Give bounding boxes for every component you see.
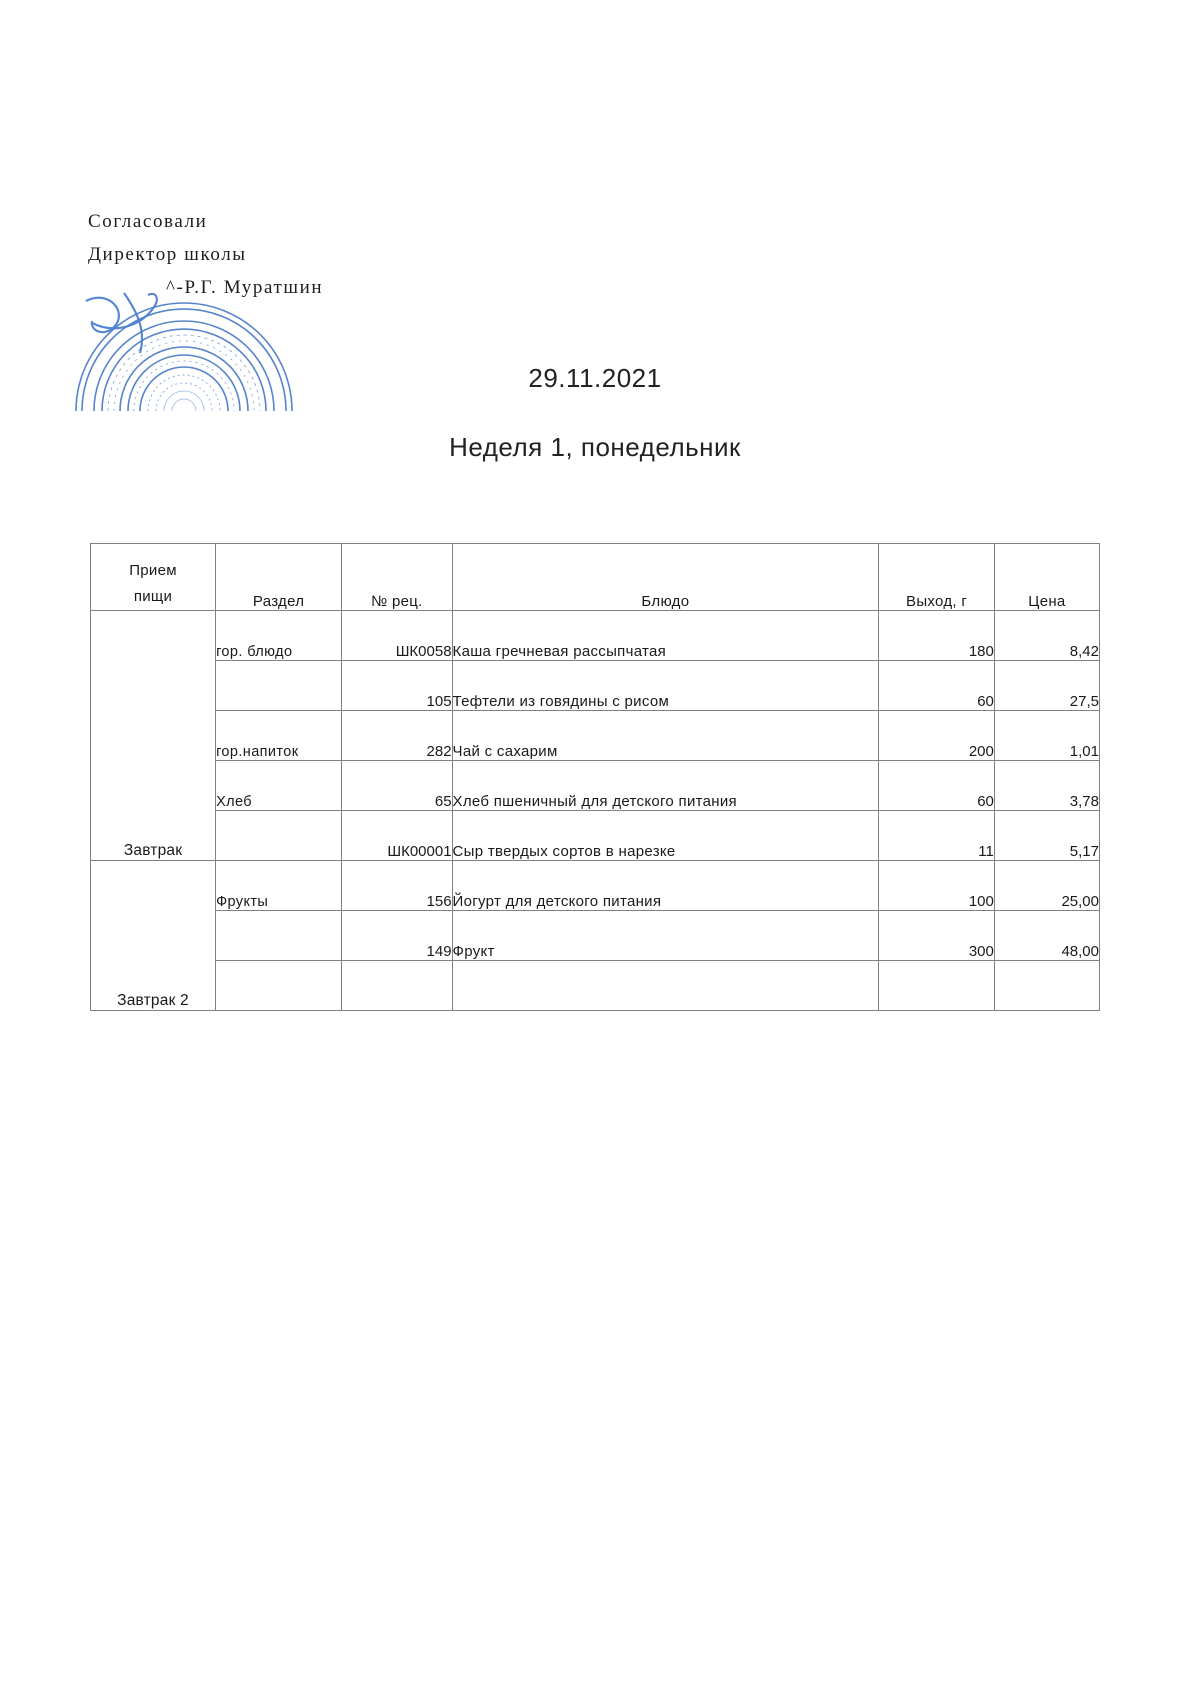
menu-table-container — [90, 543, 1100, 1011]
table-row — [91, 961, 1100, 1011]
column-header-dish: Блюдо — [452, 544, 879, 611]
cell-recipe-number: 65 — [342, 761, 452, 811]
cell-meal: Завтрак 2 — [91, 861, 216, 1011]
column-header-section: Раздел — [216, 544, 342, 611]
cell-price: 3,78 — [994, 761, 1099, 811]
cell-dish: Чай с сахарим — [452, 711, 879, 761]
cell-dish: Сыр твердых сортов в нарезке — [452, 811, 879, 861]
document-subtitle: Неделя 1, понедельник — [449, 432, 741, 462]
cell-section — [216, 911, 342, 961]
cell-output: 11 — [879, 811, 995, 861]
cell-dish: Каша гречневая рассыпчатая — [452, 611, 879, 661]
cell-recipe-number: 105 — [342, 661, 452, 711]
approval-line-director: Директор школы — [88, 244, 247, 265]
cell-output: 100 — [879, 861, 995, 911]
cell-output: 300 — [879, 911, 995, 961]
column-header-recipe-number: № рец. — [342, 544, 452, 611]
cell-price: 27,5 — [994, 661, 1099, 711]
cell-recipe-number: ШК0058 — [342, 611, 452, 661]
cell-section: гор. блюдо — [216, 611, 342, 661]
cell-dish: Тефтели из говядины с рисом — [452, 661, 879, 711]
column-header-meal-bottom: пищи — [133, 588, 173, 605]
menu-table — [90, 543, 1100, 1011]
approval-block — [88, 205, 323, 304]
cell-output: 180 — [879, 611, 995, 661]
cell-price: 8,42 — [994, 611, 1099, 661]
column-header-output: Выход, г — [879, 544, 995, 611]
cell-recipe-number: ШК00001 — [342, 811, 452, 861]
table-row — [91, 761, 1100, 811]
table-row — [91, 911, 1100, 961]
approval-line-signature-name: ^-Р.Г. Муратшин — [166, 277, 324, 298]
table-header-row — [91, 544, 1100, 611]
table-row — [91, 811, 1100, 861]
cell-section — [216, 811, 342, 861]
cell-recipe-number — [342, 961, 452, 1011]
table-row — [91, 711, 1100, 761]
cell-output: 200 — [879, 711, 995, 761]
cell-dish: Хлеб пшеничный для детского питания — [452, 761, 879, 811]
table-body — [91, 611, 1100, 1011]
cell-dish: Фрукт — [452, 911, 879, 961]
table-row — [91, 661, 1100, 711]
cell-output: 60 — [879, 761, 995, 811]
cell-price: 5,17 — [994, 811, 1099, 861]
cell-recipe-number: 282 — [342, 711, 452, 761]
cell-dish: Йогурт для детского питания — [452, 861, 879, 911]
cell-section: Хлеб — [216, 761, 342, 811]
cell-output: 60 — [879, 661, 995, 711]
cell-price: 48,00 — [994, 911, 1099, 961]
cell-section — [216, 661, 342, 711]
cell-meal: Завтрак — [91, 611, 216, 861]
approval-line-soglasovali: Согласовали — [88, 211, 208, 232]
cell-section — [216, 961, 342, 1011]
table-row — [91, 611, 1100, 661]
cell-recipe-number: 149 — [342, 911, 452, 961]
column-header-price: Цена — [994, 544, 1099, 611]
column-header-meal-top: Прием — [129, 562, 177, 579]
cell-output — [879, 961, 995, 1011]
table-row — [91, 861, 1100, 911]
cell-price: 25,00 — [994, 861, 1099, 911]
cell-section: Фрукты — [216, 861, 342, 911]
cell-price — [994, 961, 1099, 1011]
column-header-meal — [91, 544, 216, 611]
cell-price: 1,01 — [994, 711, 1099, 761]
cell-dish — [452, 961, 879, 1011]
cell-recipe-number: 156 — [342, 861, 452, 911]
document-date: 29.11.2021 — [528, 363, 662, 393]
cell-section: гор.напиток — [216, 711, 342, 761]
